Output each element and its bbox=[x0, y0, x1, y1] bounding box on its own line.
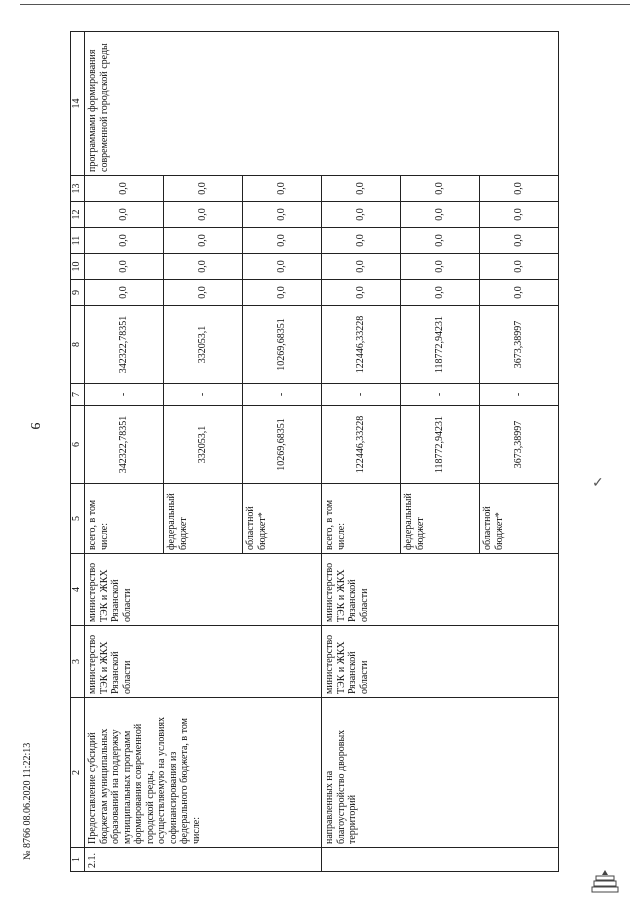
header-row bbox=[71, 32, 85, 872]
value-col12: 0,0 bbox=[480, 202, 559, 228]
table-row bbox=[85, 32, 164, 872]
header-cell: 6 bbox=[71, 406, 85, 484]
value-col13: 0,0 bbox=[322, 176, 401, 202]
value-col11: 0,0 bbox=[480, 228, 559, 254]
row-number bbox=[322, 848, 559, 872]
value-col10: 0,0 bbox=[480, 254, 559, 280]
top-rule bbox=[20, 4, 630, 5]
value-col11: 0,0 bbox=[164, 228, 243, 254]
value-col7: - bbox=[480, 384, 559, 406]
value-col9: 0,0 bbox=[85, 280, 164, 306]
total-value: 3673,38997 bbox=[480, 406, 559, 484]
value-col13: 0,0 bbox=[164, 176, 243, 202]
value-col10: 0,0 bbox=[243, 254, 322, 280]
responsible: министерство ТЭК и ЖКХ Рязанской области bbox=[85, 626, 322, 698]
value-col11: 0,0 bbox=[243, 228, 322, 254]
total-value: 118772,94231 bbox=[401, 406, 480, 484]
budget-table bbox=[70, 31, 559, 872]
header-cell: 12 bbox=[71, 202, 85, 228]
total-value: 122446,33228 bbox=[322, 406, 401, 484]
value-col13: 0,0 bbox=[243, 176, 322, 202]
value-col8: 342322,78351 bbox=[85, 306, 164, 384]
value-col12: 0,0 bbox=[401, 202, 480, 228]
value-col8: 3673,38997 bbox=[480, 306, 559, 384]
value-col13: 0,0 bbox=[480, 176, 559, 202]
value-col7: - bbox=[401, 384, 480, 406]
value-col9: 0,0 bbox=[164, 280, 243, 306]
value-col10: 0,0 bbox=[322, 254, 401, 280]
source: областной бюджет* bbox=[480, 484, 559, 554]
header-cell: 1 bbox=[71, 848, 85, 872]
header-cell: 5 bbox=[71, 484, 85, 554]
value-col7: - bbox=[85, 384, 164, 406]
value-col8: 332053,1 bbox=[164, 306, 243, 384]
source: областной бюджет* bbox=[243, 484, 322, 554]
header-cell: 2 bbox=[71, 698, 85, 848]
total-value: 10269,68351 bbox=[243, 406, 322, 484]
value-col9: 0,0 bbox=[243, 280, 322, 306]
value-col13: 0,0 bbox=[401, 176, 480, 202]
total-value: 332053,1 bbox=[164, 406, 243, 484]
header-cell: 8 bbox=[71, 306, 85, 384]
total-value: 342322,78351 bbox=[85, 406, 164, 484]
document-footer: № 8766 08.06.2020 11:22:13 bbox=[22, 742, 33, 860]
header-cell: 11 bbox=[71, 228, 85, 254]
value-col7: - bbox=[322, 384, 401, 406]
source: федеральный бюджет bbox=[401, 484, 480, 554]
administrator: министерство ТЭК и ЖКХ Рязанской области bbox=[322, 554, 559, 626]
header-cell: 7 bbox=[71, 384, 85, 406]
value-col12: 0,0 bbox=[85, 202, 164, 228]
value-col11: 0,0 bbox=[401, 228, 480, 254]
value-col8: 122446,33228 bbox=[322, 306, 401, 384]
value-col7: - bbox=[243, 384, 322, 406]
header-cell: 4 bbox=[71, 554, 85, 626]
value-col10: 0,0 bbox=[164, 254, 243, 280]
value-col8: 118772,94231 bbox=[401, 306, 480, 384]
value-col12: 0,0 bbox=[322, 202, 401, 228]
value-col12: 0,0 bbox=[164, 202, 243, 228]
responsible: министерство ТЭК и ЖКХ Рязанской области bbox=[322, 626, 559, 698]
header-cell: 13 bbox=[71, 176, 85, 202]
registration-stamp-icon bbox=[590, 868, 620, 894]
value-col9: 0,0 bbox=[480, 280, 559, 306]
value-col9: 0,0 bbox=[401, 280, 480, 306]
measure-name: направленных на благоустройство дворовых территорий bbox=[322, 698, 559, 848]
header-cell: 14 bbox=[71, 32, 85, 176]
header-cell: 10 bbox=[71, 254, 85, 280]
value-col11: 0,0 bbox=[322, 228, 401, 254]
header-cell: 9 bbox=[71, 280, 85, 306]
check-mark: ✓ bbox=[592, 476, 604, 491]
result-text: программами формирования современной городской среды bbox=[85, 32, 559, 176]
rotated-table-container bbox=[70, 32, 570, 872]
source: всего, в том числе: bbox=[322, 484, 401, 554]
value-col11: 0,0 bbox=[85, 228, 164, 254]
source: федеральный бюджет bbox=[164, 484, 243, 554]
value-col8: 10269,68351 bbox=[243, 306, 322, 384]
source: всего, в том числе: bbox=[85, 484, 164, 554]
page-number: 9 bbox=[27, 422, 42, 430]
row-number: 2.1. bbox=[85, 848, 322, 872]
value-col12: 0,0 bbox=[243, 202, 322, 228]
value-col10: 0,0 bbox=[85, 254, 164, 280]
value-col9: 0,0 bbox=[322, 280, 401, 306]
header-cell: 3 bbox=[71, 626, 85, 698]
value-col10: 0,0 bbox=[401, 254, 480, 280]
measure-name: Предоставление субсидий бюджетам муниципальных образований на поддержку муниципальных программ формирования современной городской среды, осуществляемую на условиях софинансирования из федерального бюджета, в том числе: bbox=[85, 698, 322, 848]
administrator: министерство ТЭК и ЖКХ Рязанской области bbox=[85, 554, 322, 626]
value-col7: - bbox=[164, 384, 243, 406]
value-col13: 0,0 bbox=[85, 176, 164, 202]
